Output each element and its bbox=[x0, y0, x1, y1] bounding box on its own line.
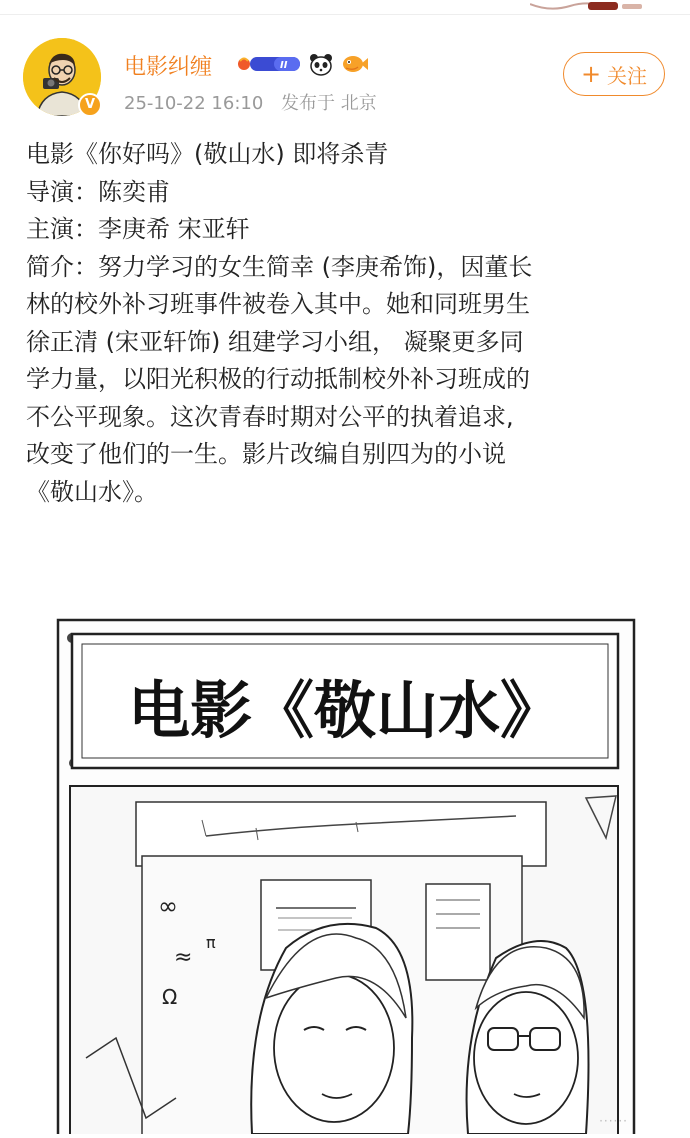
post-meta bbox=[124, 89, 389, 115]
content-line: 不公平现象。这次青春时期对公平的执着追求, bbox=[26, 402, 514, 431]
verified-badge-icon: V bbox=[78, 93, 102, 117]
content-line: 徐正清 (宋亚轩饰) 组建学习小组， 凝聚更多同 bbox=[26, 327, 524, 356]
follow-button-label: 关注 bbox=[607, 63, 648, 88]
content-line: 导演：陈奕甫 bbox=[26, 177, 170, 206]
panda-icon bbox=[308, 52, 334, 76]
user-badges bbox=[236, 51, 368, 77]
content-line: 简介：努力学习的女生简幸 (李庚希饰)，因董长 bbox=[26, 252, 533, 281]
image-watermark: ······ bbox=[599, 1114, 628, 1128]
top-divider bbox=[0, 14, 690, 15]
post-image[interactable] bbox=[56, 618, 636, 1134]
content-line: 电影《你好吗》(敬山水) 即将杀青 bbox=[26, 140, 389, 168]
post-timestamp: 25-10-22 16:10 bbox=[124, 93, 264, 114]
content-line: 《敬山水》。 bbox=[26, 477, 158, 506]
board-symbol: ∞ bbox=[158, 892, 178, 920]
board-symbol: Ω bbox=[162, 985, 178, 1009]
board-symbol: π bbox=[206, 933, 216, 952]
vip-level-badge[interactable] bbox=[236, 52, 302, 76]
header-decoration bbox=[530, 0, 650, 12]
content-line: 林的校外补习班事件被卷入其中。她和同班男生 bbox=[26, 290, 530, 318]
content-line: 主演：李庚希 宋亚轩 bbox=[26, 215, 250, 243]
poster-illustration bbox=[56, 618, 636, 1134]
post-source: 发布于 北京 bbox=[281, 93, 377, 114]
content-line: 改变了他们的一生。影片改编自别四为的小说 bbox=[26, 440, 506, 468]
plus-icon: + bbox=[580, 60, 602, 88]
fish-icon bbox=[340, 52, 368, 76]
follow-button[interactable] bbox=[563, 52, 665, 96]
board-symbol: ≈ bbox=[174, 945, 193, 970]
svg-text:II: II bbox=[280, 60, 288, 71]
content-line: 学力量，以阳光积极的行动抵制校外补习班成的 bbox=[26, 365, 530, 393]
poster-banner-text: 电影《敬山水》 bbox=[127, 674, 563, 747]
post-content bbox=[26, 136, 666, 511]
author-name[interactable]: 电影纠缠 bbox=[124, 55, 213, 80]
